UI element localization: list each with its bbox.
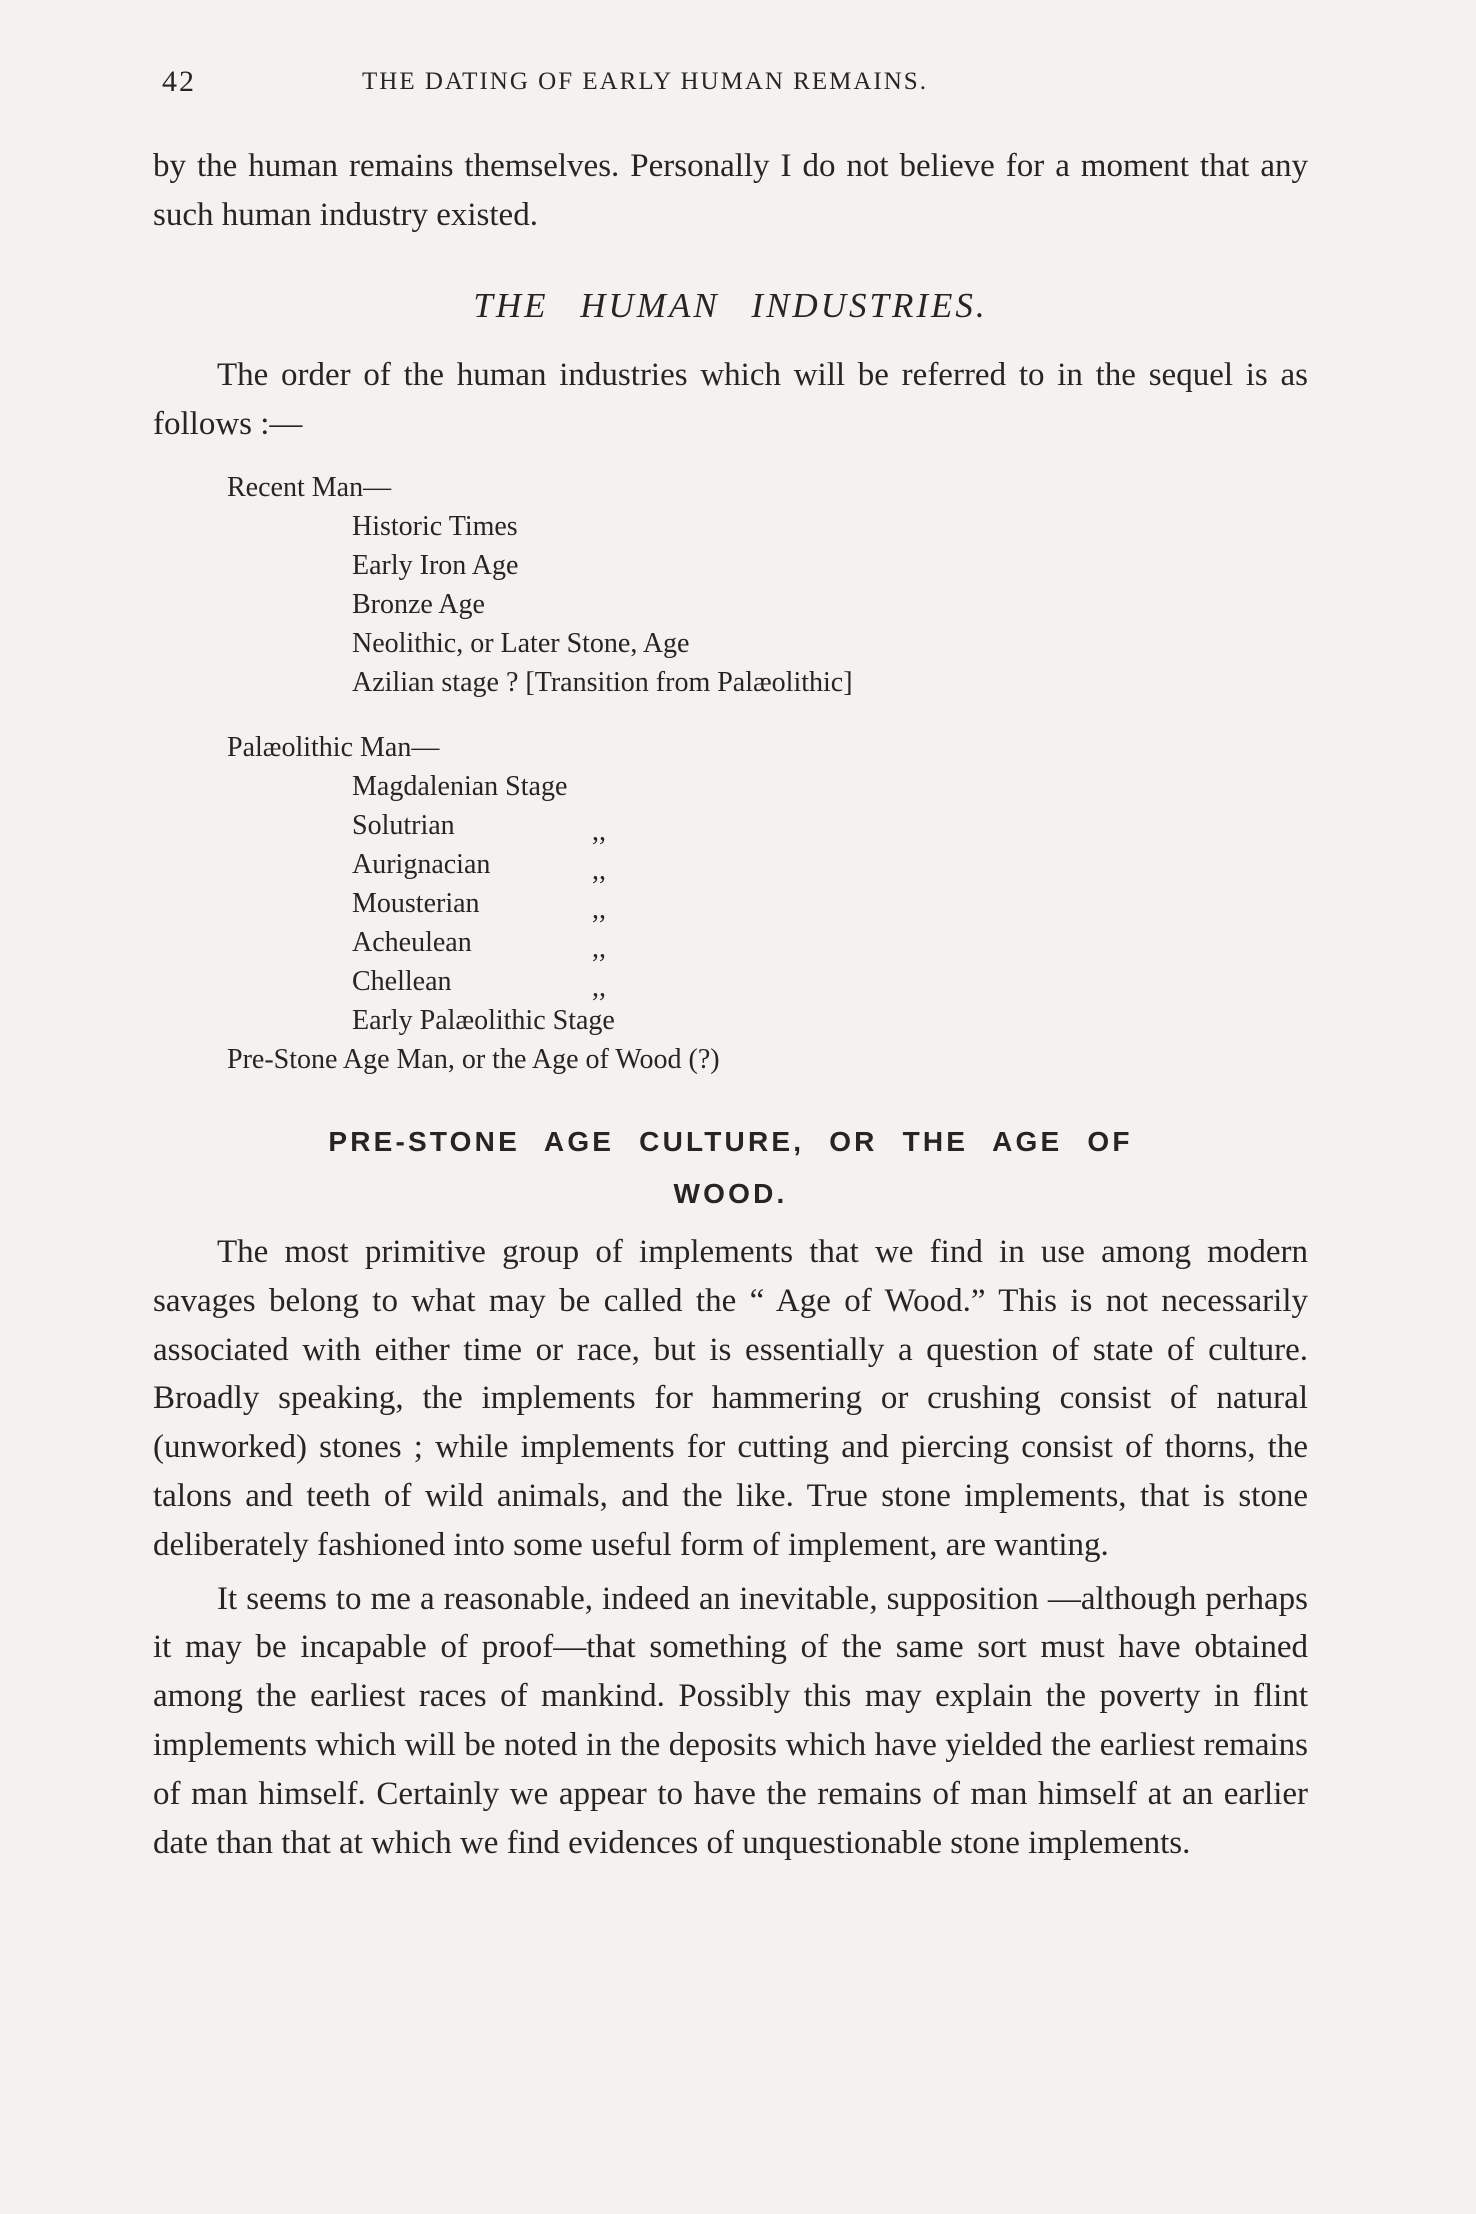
paragraph: The most primitive group of implements that we find in use among modern savages belong to what may be called the “ Age of Wood.” This is not necessarily associated with either time or race, but is essentially a question of state of culture. Broadly speaking, the implements for hammering or crushing consist of natural (unworked) stones ; while implements for cutting and piercing consist of thorns, the talons and teeth of wild animals, and the like. True stone implements, that is stone deliberately fashioned into some useful form of implement, are wanting. bbox=[153, 1234, 1308, 1563]
opening-text bbox=[153, 142, 1308, 240]
list-item: Early Iron Age bbox=[352, 550, 519, 581]
heading-line: PRE-STONE AGE CULTURE, OR THE AGE OF bbox=[328, 1126, 1133, 1157]
intro-paragraph: The order of the human industries which will be referred to in the sequel is as follows :— bbox=[153, 357, 1308, 442]
list-item: Neolithic, or Later Stone, Age bbox=[352, 628, 690, 659]
list-item: Early Palæolithic Stage bbox=[352, 1005, 615, 1036]
section-heading-human-industries: THE HUMAN INDUSTRIES. bbox=[473, 286, 988, 325]
body-text bbox=[153, 1228, 1308, 1867]
ditto-mark: ,, bbox=[592, 855, 606, 886]
opening-paragraph: by the human remains themselves. Personally I do not believe for a moment that any such human industry existed. bbox=[153, 148, 1308, 233]
list-item: Bronze Age bbox=[352, 589, 485, 620]
list-item: Magdalenian Stage bbox=[352, 771, 568, 802]
running-title: THE DATING OF EARLY HUMAN REMAINS. bbox=[362, 68, 928, 95]
list-item: Azilian stage ? [Transition from Palæolithic] bbox=[352, 667, 853, 698]
paragraph: It seems to me a reasonable, indeed an inevitable, supposition —although perhaps it may be incapable of proof—that something of the same sort must have obtained among the earliest races of mankind. Possibly this may explain the poverty in flint implements which will be noted in the deposits which have yielded the earliest remains of man himself. Certainly we appear to have the remains of man himself at an earlier date than that at which we find evidences of unquestionable stone implements. bbox=[153, 1580, 1308, 1861]
section-heading-pre-stone-age bbox=[153, 1116, 1308, 1220]
ditto-mark: ,, bbox=[592, 894, 606, 925]
ditto-mark: ,, bbox=[592, 816, 606, 847]
industries-intro bbox=[153, 351, 1308, 449]
running-header bbox=[162, 62, 1322, 102]
list-item: Chellean bbox=[352, 966, 452, 997]
heading-line: WOOD. bbox=[673, 1178, 788, 1209]
ditto-mark: ,, bbox=[592, 972, 606, 1003]
list-item: Aurignacian bbox=[352, 849, 491, 880]
list-item: Acheulean bbox=[352, 927, 472, 958]
recent-man-label: Recent Man— bbox=[227, 472, 392, 503]
page-number: 42 bbox=[162, 65, 196, 98]
list-item: Historic Times bbox=[352, 511, 518, 542]
list-item: Mousterian bbox=[352, 888, 480, 919]
ditto-mark: ,, bbox=[592, 933, 606, 964]
pre-stone-age-label: Pre-Stone Age Man, or the Age of Wood (?) bbox=[227, 1044, 720, 1075]
palaeolithic-man-label: Palæolithic Man— bbox=[227, 732, 440, 763]
list-item: Solutrian bbox=[352, 810, 455, 841]
